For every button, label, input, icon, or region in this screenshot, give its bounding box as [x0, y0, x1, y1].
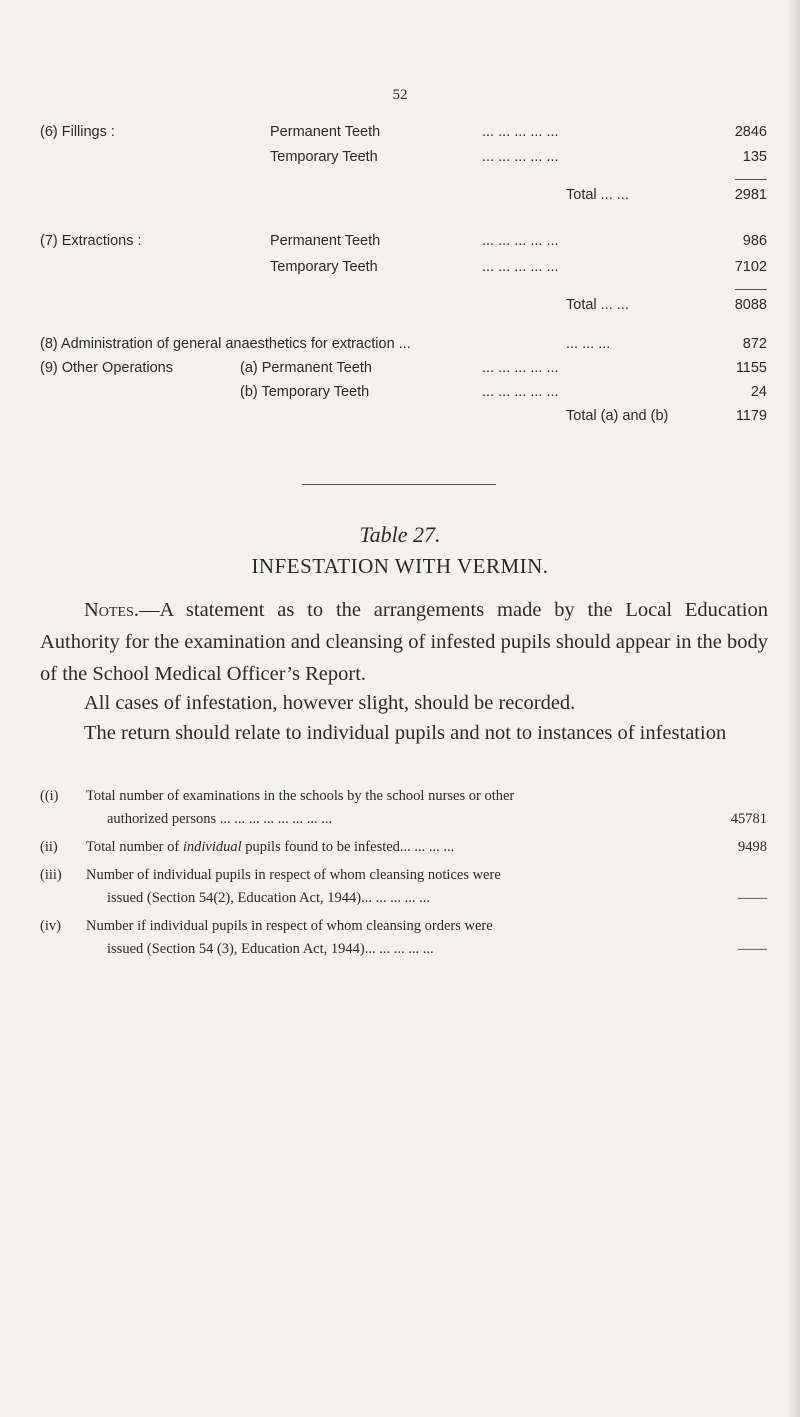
- notes-paragraph-1: [40, 594, 768, 690]
- other-operations-total-value: 1179: [735, 408, 767, 424]
- item-iv-line-1: Number if individual pupils in respect of whom cleansing orders were: [86, 918, 493, 934]
- other-operations-permanent-dots: ... ... ... ... ...: [482, 360, 559, 376]
- fillings-total-value: 2981: [734, 187, 767, 203]
- fillings-temporary-value: 135: [742, 149, 767, 165]
- item-iv-line-2: issued (Section 54 (3), Education Act, 1944)... ... ... ... ...: [107, 941, 434, 957]
- other-operations-label: (9) Other Operations: [40, 360, 173, 376]
- extractions-total-label: Total ... ...: [566, 297, 629, 313]
- anaesthetics-dots: ... ... ...: [566, 336, 611, 352]
- page-number: 52: [392, 87, 408, 103]
- fillings-sum-rule: [735, 179, 767, 180]
- item-ii-number: (ii): [40, 839, 58, 855]
- extractions-temporary-value: 7102: [734, 259, 767, 275]
- fillings-total-label: Total ... ...: [566, 187, 629, 203]
- item-iii-number: (iii): [40, 867, 62, 883]
- fillings-permanent-dots: ... ... ... ... ...: [482, 124, 559, 140]
- item-i-line-2: authorized persons ... ... ... ... ... ... ... ...: [107, 811, 333, 827]
- notes-paragraph-2: All cases of infestation, however slight, should be recorded.: [84, 692, 576, 714]
- page-edge-shadow: [786, 0, 800, 1417]
- section-separator: [302, 484, 496, 485]
- fillings-permanent-label: Permanent Teeth: [270, 124, 381, 140]
- other-operations-temporary-dots: ... ... ... ... ...: [482, 384, 559, 400]
- item-i-line-1: Total number of examinations in the schools by the school nurses or other: [86, 788, 515, 804]
- other-operations-permanent-label: (a) Permanent Teeth: [240, 360, 372, 376]
- fillings-permanent-value: 2846: [734, 124, 767, 140]
- item-iv-number: (iv): [40, 918, 61, 934]
- item-i-number: ((i): [40, 788, 59, 804]
- extractions-label: (7) Extractions :: [40, 233, 142, 249]
- fillings-temporary-label: Temporary Teeth: [270, 149, 378, 165]
- item-iv-value: ——: [738, 941, 767, 957]
- other-operations-total-label: Total (a) and (b): [566, 408, 669, 424]
- anaesthetics-value: 872: [742, 336, 767, 352]
- extractions-sum-rule: [735, 289, 767, 290]
- item-iii-line-1: Number of individual pupils in respect of whom cleansing notices were: [86, 867, 501, 883]
- table-heading: INFESTATION WITH VERMIN.: [251, 554, 549, 578]
- other-operations-permanent-value: 1155: [735, 360, 767, 376]
- extractions-permanent-value: 986: [742, 233, 767, 249]
- other-operations-temporary-label: (b) Temporary Teeth: [240, 384, 370, 400]
- item-ii-text-pre: Total number of: [86, 839, 183, 855]
- extractions-permanent-dots: ... ... ... ... ...: [482, 233, 559, 249]
- item-ii-text-post: pupils found to be infested... ... ... ...: [241, 839, 455, 855]
- fillings-label: (6) Fillings :: [40, 124, 115, 140]
- notes-lead: Notes.: [84, 599, 139, 621]
- fillings-temporary-dots: ... ... ... ... ...: [482, 149, 559, 165]
- extractions-temporary-dots: ... ... ... ... ...: [482, 259, 559, 275]
- notes-paragraph-3: The return should relate to individual pupils and not to instances of infestation: [84, 722, 727, 744]
- extractions-permanent-label: Permanent Teeth: [270, 233, 381, 249]
- item-i-value: 45781: [730, 811, 767, 827]
- extractions-temporary-label: Temporary Teeth: [270, 259, 378, 275]
- notes-paragraph-1-text: —A statement as to the arrangements made by the Local Education Authority for the examination and cleansing of infested pupils should appear in the body of the School Medical Officer’s Report.: [40, 599, 768, 685]
- extractions-total-value: 8088: [734, 297, 767, 313]
- item-ii-value: 9498: [738, 839, 767, 855]
- item-iii-value: ——: [738, 890, 767, 906]
- item-ii-line-1: [86, 839, 454, 856]
- anaesthetics-label: (8) Administration of general anaesthetics for extraction ...: [40, 336, 411, 352]
- other-operations-temporary-value: 24: [750, 384, 767, 400]
- item-iii-line-2: issued (Section 54(2), Education Act, 1944)... ... ... ... ...: [107, 890, 430, 906]
- table-caption: Table 27.: [359, 522, 441, 547]
- item-ii-text-emphasis: individual: [182, 839, 242, 855]
